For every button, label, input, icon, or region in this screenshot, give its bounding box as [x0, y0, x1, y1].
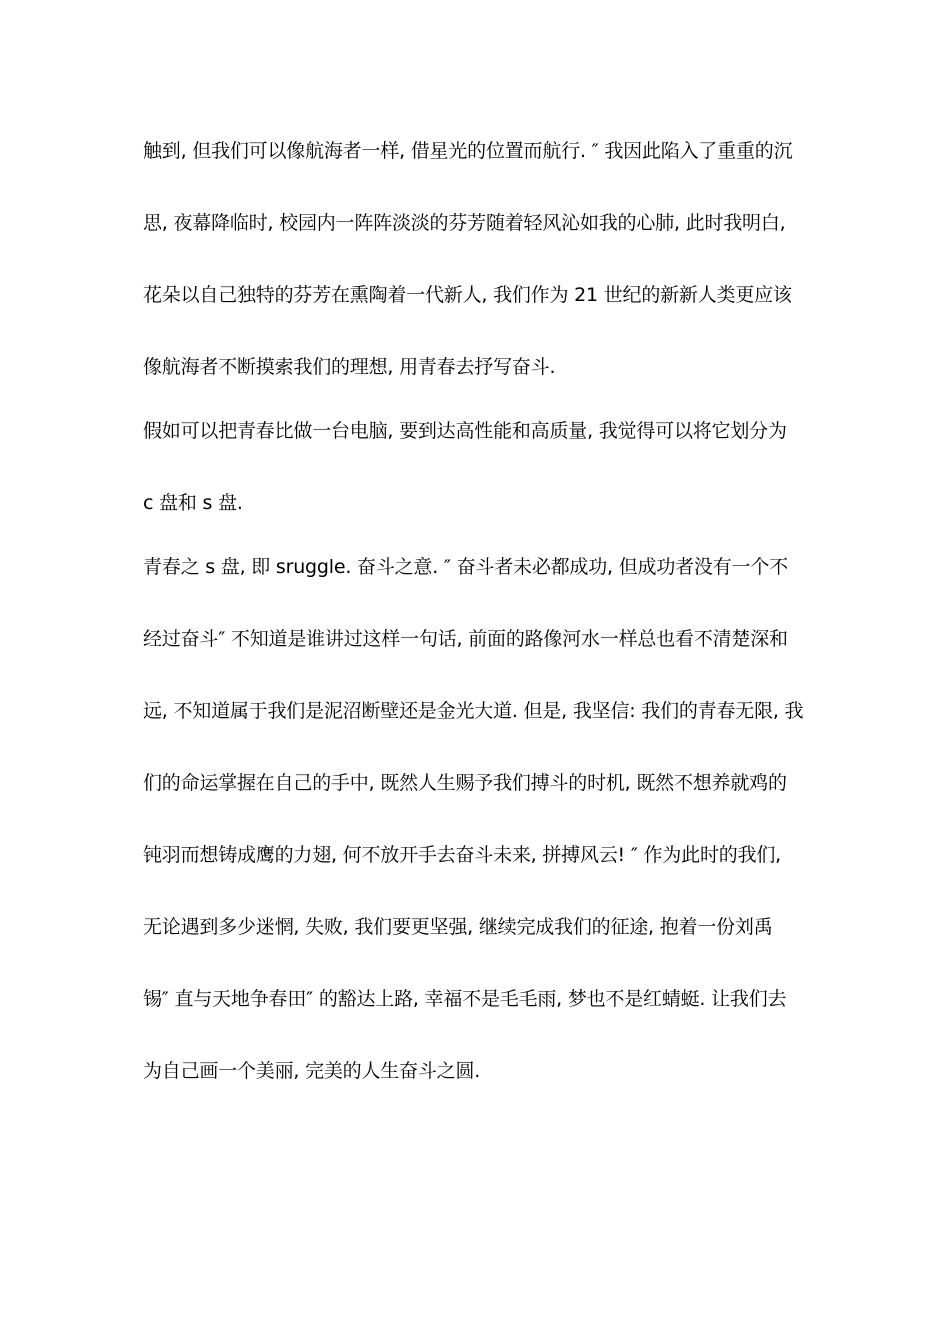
text-line: 触到, 但我们可以像航海者一样, 借星光的位置而航行. ″ 我因此陷入了重重的沉 [143, 140, 793, 162]
text-line: c 盘和 s 盘. [143, 492, 243, 514]
text-line: 经过奋斗″ 不知道是谁讲过这样一句话, 前面的路像河水一样总也看不清楚深和 [143, 628, 788, 650]
text-line: 钝羽而想铸成鹰的力翅, 何不放开手去奋斗未来, 拼搏风云! ″ 作为此时的我们, [143, 844, 781, 866]
text-line: 青春之 s 盘, 即 sruggle. 奋斗之意. ″ 奋斗者未必都成功, 但成功者没有一个不 [143, 556, 788, 578]
text-line: 花朵以自己独特的芬芳在熏陶着一代新人, 我们作为 21 世纪的新新人类更应该 [143, 284, 792, 306]
text-line: 思, 夜幕降临时, 校园内一阵阵淡淡的芬芳随着轻风沁如我的心肺, 此时我明白, [143, 212, 786, 234]
document-body [143, 133, 813, 1125]
text-line: 远, 不知道属于我们是泥沼断壁还是金光大道. 但是, 我坚信: 我们的青春无限, 我 [143, 700, 804, 722]
text-line: 像航海者不断摸索我们的理想, 用青春去抒写奋斗. [143, 356, 556, 378]
text-line: 无论遇到多少迷惘, 失败, 我们要更坚强, 继续完成我们的征途, 抱着一份刘禹 [143, 916, 773, 938]
text-line: 为自己画一个美丽, 完美的人生奋斗之圆. [143, 1060, 481, 1082]
text-line: 们的命运掌握在自己的手中, 既然人生赐予我们搏斗的时机, 既然不想养就鸡的 [143, 772, 787, 794]
text-line: 锡″ 直与天地争春田″ 的豁达上路, 幸福不是毛毛雨, 梦也不是红蜻蜓. 让我们去 [143, 988, 787, 1010]
text-line: 假如可以把青春比做一台电脑, 要到达高性能和高质量, 我觉得可以将它划分为 [143, 420, 787, 442]
